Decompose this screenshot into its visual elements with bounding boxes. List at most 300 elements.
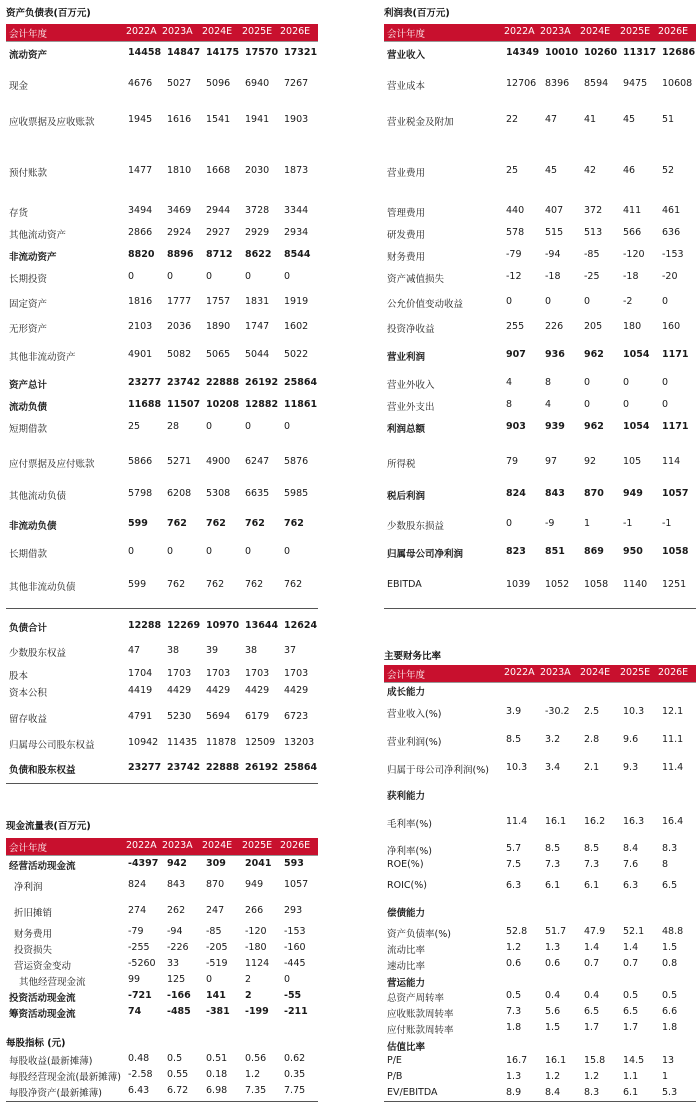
- row-value: 762: [206, 518, 226, 529]
- row-value: 41: [584, 114, 597, 125]
- header-label: 会计年度: [387, 670, 426, 681]
- table-row: [384, 926, 696, 940]
- row-value: 11878: [206, 737, 237, 748]
- row-value: 5985: [284, 488, 309, 499]
- row-label: 筹资活动现金流: [9, 1009, 76, 1020]
- row-label: 应收账款周转率: [387, 1009, 454, 1020]
- row-value: 8594: [584, 78, 609, 89]
- row-value: 52.1: [623, 926, 645, 937]
- row-value: -4397: [128, 858, 159, 869]
- table-row: [6, 668, 318, 682]
- row-value: -166: [167, 990, 191, 1001]
- row-value: 15.8: [584, 1055, 606, 1066]
- row-value: -205: [206, 942, 228, 953]
- row-value: 47: [545, 114, 558, 125]
- table-divider: [384, 1101, 696, 1102]
- row-value: 160: [662, 321, 681, 332]
- cashflow-title: 现金流量表(百万元): [6, 821, 91, 832]
- row-value: -55: [284, 990, 302, 1001]
- row-value: 5044: [245, 349, 270, 360]
- table-row: [384, 1006, 696, 1020]
- row-value: 11507: [167, 399, 201, 410]
- row-value: 22888: [206, 377, 240, 388]
- row-value: 17321: [284, 47, 318, 58]
- row-value: 1816: [128, 296, 153, 307]
- row-value: 0.8: [662, 958, 678, 969]
- header-year: 2023A: [162, 26, 193, 37]
- row-value: 25: [128, 421, 141, 432]
- row-label: 财务费用: [387, 252, 426, 263]
- row-value: 0: [206, 271, 213, 282]
- row-label: 投资损失: [14, 945, 53, 956]
- table-row: [6, 518, 318, 532]
- row-value: 33: [167, 958, 180, 969]
- table-row: [6, 1053, 318, 1067]
- row-value: 8.9: [506, 1087, 522, 1098]
- row-value: 4: [506, 377, 513, 388]
- row-value: 8712: [206, 249, 233, 260]
- row-value: 1477: [128, 165, 153, 176]
- row-value: -153: [662, 249, 684, 260]
- header-year: 2026E: [658, 667, 689, 678]
- table-row: [384, 249, 696, 263]
- row-value: 99: [128, 974, 141, 985]
- table-row: [6, 685, 318, 699]
- row-value: 8.3: [662, 843, 678, 854]
- row-value: 9.3: [623, 762, 639, 773]
- row-value: -25: [584, 271, 600, 282]
- row-value: 1.2: [506, 942, 522, 953]
- row-value: -381: [206, 1006, 230, 1017]
- row-value: 1.4: [623, 942, 639, 953]
- row-value: 2030: [245, 165, 270, 176]
- table-row: [6, 421, 318, 435]
- row-value: 11.4: [662, 762, 684, 773]
- row-value: 0.51: [206, 1053, 228, 1064]
- row-value: 22: [506, 114, 519, 125]
- row-value: 0: [128, 271, 135, 282]
- row-value: 28: [167, 421, 180, 432]
- row-value: 5065: [206, 349, 231, 360]
- row-value: 2.5: [584, 706, 600, 717]
- row-value: 14.5: [623, 1055, 645, 1066]
- row-value: 8.5: [545, 843, 561, 854]
- row-value: 411: [623, 205, 642, 216]
- table-row: [384, 271, 696, 285]
- row-value: 2866: [128, 227, 153, 238]
- row-value: -94: [167, 926, 183, 937]
- table-row: [6, 990, 318, 1004]
- row-label: 财务费用: [14, 929, 53, 940]
- row-label: 应付账款周转率: [387, 1025, 454, 1036]
- table-divider: [384, 608, 696, 609]
- row-value: 5876: [284, 456, 309, 467]
- row-value: 3.9: [506, 706, 522, 717]
- row-value: 22888: [206, 762, 240, 773]
- row-value: -5260: [128, 958, 156, 969]
- row-value: 566: [623, 227, 642, 238]
- table-row: [6, 488, 318, 502]
- row-value: 2103: [128, 321, 153, 332]
- row-value: 1810: [167, 165, 192, 176]
- row-value: 1747: [245, 321, 270, 332]
- row-value: -2: [623, 296, 633, 307]
- header-label: 会计年度: [387, 29, 426, 40]
- table-row: [384, 78, 696, 92]
- row-value: 52: [662, 165, 675, 176]
- row-value: 1.7: [584, 1022, 600, 1033]
- row-value: -18: [545, 271, 561, 282]
- row-value: 114: [662, 456, 681, 467]
- table-row: [384, 579, 696, 593]
- header-year: 2022A: [126, 840, 157, 851]
- table-row: [6, 974, 318, 988]
- row-value: 0: [245, 271, 252, 282]
- row-value: 12288: [128, 620, 162, 631]
- row-label: 公允价值变动收益: [387, 299, 464, 310]
- row-value: 16.7: [506, 1055, 528, 1066]
- row-value: 942: [167, 858, 187, 869]
- row-value: 0: [584, 399, 591, 410]
- row-value: 16.1: [545, 1055, 567, 1066]
- row-label: 毛利率(%): [387, 819, 432, 830]
- row-label: 营业税金及附加: [387, 117, 454, 128]
- row-value: 4429: [245, 685, 270, 696]
- table-row: [6, 926, 318, 940]
- table-row: [6, 762, 318, 776]
- row-value: 8622: [245, 249, 272, 260]
- row-value: 6.3: [506, 880, 522, 891]
- row-value: 824: [128, 879, 147, 890]
- row-value: 1.4: [584, 942, 600, 953]
- table-row: [6, 879, 318, 893]
- row-value: 0.56: [245, 1053, 267, 1064]
- row-value: 1.2: [545, 1071, 561, 1082]
- header-year: 2026E: [658, 26, 689, 37]
- row-value: -120: [245, 926, 267, 937]
- row-value: 0: [245, 546, 252, 557]
- row-value: 372: [584, 205, 603, 216]
- row-value: 6.6: [662, 1006, 678, 1017]
- row-value: 869: [584, 546, 604, 557]
- row-value: 5.7: [506, 843, 522, 854]
- header-year: 2024E: [202, 840, 233, 851]
- row-value: 851: [545, 546, 565, 557]
- row-value: 0.4: [584, 990, 600, 1001]
- table-row: [384, 1055, 696, 1069]
- row-value: 6.72: [167, 1085, 189, 1096]
- row-label: 长期投资: [9, 274, 48, 285]
- row-value: 4: [545, 399, 552, 410]
- row-label: 长期借款: [9, 549, 48, 560]
- row-value: -1: [662, 518, 672, 529]
- row-label: 归属母公司股东权益: [9, 740, 95, 751]
- header-year: 2023A: [540, 667, 571, 678]
- row-value: 5866: [128, 456, 153, 467]
- row-value: 266: [245, 905, 264, 916]
- table-row: [384, 421, 696, 435]
- header-year: 2025E: [242, 26, 273, 37]
- row-value: 3728: [245, 205, 270, 216]
- table-row: [6, 399, 318, 413]
- row-value: 7.75: [284, 1085, 306, 1096]
- table-header: [384, 24, 696, 42]
- row-value: 26192: [245, 762, 279, 773]
- row-value: 515: [545, 227, 564, 238]
- row-value: 6635: [245, 488, 270, 499]
- row-value: 5022: [284, 349, 309, 360]
- row-value: 46: [623, 165, 636, 176]
- row-value: 762: [284, 518, 304, 529]
- income-statement-title: 利润表(百万元): [384, 8, 450, 19]
- row-label: P/E: [387, 1055, 402, 1066]
- row-value: 2041: [245, 858, 272, 869]
- row-label: 所得税: [387, 459, 416, 470]
- row-value: 0.5: [506, 990, 522, 1001]
- row-value: 2924: [167, 227, 192, 238]
- row-value: 1873: [284, 165, 309, 176]
- row-value: 7.5: [506, 859, 522, 870]
- row-value: -94: [545, 249, 561, 260]
- row-value: 1945: [128, 114, 153, 125]
- row-value: 939: [545, 421, 565, 432]
- row-value: -160: [284, 942, 306, 953]
- row-value: 593: [284, 858, 304, 869]
- row-value: 0: [284, 546, 291, 557]
- row-value: -9: [545, 518, 555, 529]
- row-value: 0: [662, 377, 669, 388]
- row-value: 74: [128, 1006, 142, 1017]
- row-value: 247: [206, 905, 225, 916]
- row-value: 6.3: [623, 880, 639, 891]
- ratio-section-title: 获利能力: [387, 791, 426, 802]
- row-label: 税后利润: [387, 491, 426, 502]
- row-value: 7267: [284, 78, 309, 89]
- row-value: 205: [584, 321, 603, 332]
- row-value: 16.2: [584, 816, 606, 827]
- row-value: 1.8: [506, 1022, 522, 1033]
- row-value: 7.6: [623, 859, 639, 870]
- row-value: 0: [584, 377, 591, 388]
- row-label: 其他经营现金流: [19, 977, 86, 988]
- row-value: 262: [167, 905, 186, 916]
- table-row: [6, 620, 318, 634]
- row-value: 6723: [284, 711, 309, 722]
- row-label: 其他非流动负债: [9, 582, 76, 593]
- table-row: [6, 958, 318, 972]
- row-value: 762: [245, 518, 265, 529]
- row-value: 5027: [167, 78, 192, 89]
- row-value: 4429: [167, 685, 192, 696]
- row-label: EV/EBITDA: [387, 1087, 438, 1098]
- row-label: 管理费用: [387, 208, 426, 219]
- row-value: 17570: [245, 47, 279, 58]
- row-label: 资产减值损失: [387, 274, 445, 285]
- row-value: 1941: [245, 114, 270, 125]
- row-value: 1777: [167, 296, 192, 307]
- row-label: 资产负债率(%): [387, 929, 451, 940]
- row-label: 经营活动现金流: [9, 861, 76, 872]
- table-row: [384, 399, 696, 413]
- row-label: P/B: [387, 1071, 403, 1082]
- table-row: [6, 296, 318, 310]
- table-row: [384, 734, 696, 748]
- row-value: -85: [206, 926, 222, 937]
- header-year: 2025E: [620, 667, 651, 678]
- row-value: 0: [506, 518, 513, 529]
- row-value: 0: [167, 546, 174, 557]
- table-header: [6, 838, 318, 856]
- row-label: 营业收入(%): [387, 709, 442, 720]
- table-divider: [6, 783, 318, 784]
- row-value: 1703: [167, 668, 192, 679]
- row-value: 12686: [662, 47, 696, 58]
- row-value: 1171: [662, 421, 689, 432]
- row-value: 5798: [128, 488, 153, 499]
- row-value: 47: [128, 645, 141, 656]
- row-value: 26192: [245, 377, 279, 388]
- row-label: 营业利润: [387, 352, 426, 363]
- row-value: 42: [584, 165, 597, 176]
- row-value: 1.2: [245, 1069, 261, 1080]
- row-value: 1124: [245, 958, 270, 969]
- row-value: 1057: [284, 879, 309, 890]
- table-row: [384, 296, 696, 310]
- table-row: [6, 47, 318, 61]
- row-value: 407: [545, 205, 564, 216]
- row-label: 净利率(%): [387, 846, 432, 857]
- row-value: 45: [545, 165, 558, 176]
- table-row: [6, 942, 318, 956]
- table-row: [384, 859, 696, 873]
- row-value: 3.4: [545, 762, 561, 773]
- row-value: 0.4: [545, 990, 561, 1001]
- row-value: 907: [506, 349, 526, 360]
- row-label: 营业费用: [387, 168, 426, 179]
- row-value: 39: [206, 645, 219, 656]
- row-value: 0: [662, 296, 669, 307]
- balance-sheet-title: 资产负债表(百万元): [6, 8, 91, 19]
- row-value: 8896: [167, 249, 194, 260]
- table-row: [384, 114, 696, 128]
- row-value: 2036: [167, 321, 192, 332]
- table-row: [6, 78, 318, 92]
- row-value: 12.1: [662, 706, 684, 717]
- row-value: 1: [662, 1071, 669, 1082]
- table-row: [384, 816, 696, 830]
- row-value: 1054: [623, 421, 650, 432]
- row-value: 1757: [206, 296, 231, 307]
- row-value: 1541: [206, 114, 231, 125]
- table-row: [384, 456, 696, 470]
- row-value: 12269: [167, 620, 201, 631]
- row-value: 5308: [206, 488, 231, 499]
- row-value: 25: [506, 165, 519, 176]
- row-value: 8.4: [545, 1087, 561, 1098]
- table-row: [6, 271, 318, 285]
- row-value: 45: [623, 114, 636, 125]
- row-label: 预付账款: [9, 168, 48, 179]
- row-value: 5.6: [545, 1006, 561, 1017]
- row-value: 51: [662, 114, 675, 125]
- ratio-section-title: 营运能力: [387, 978, 426, 989]
- row-value: 1703: [284, 668, 309, 679]
- row-label: 营业成本: [387, 81, 426, 92]
- row-value: 11861: [284, 399, 318, 410]
- row-value: 870: [206, 879, 225, 890]
- row-label: 资本公积: [9, 688, 48, 699]
- row-value: 599: [128, 518, 148, 529]
- header-year: 2024E: [580, 667, 611, 678]
- row-value: 0: [584, 296, 591, 307]
- row-value: 47.9: [584, 926, 606, 937]
- row-value: 180: [623, 321, 642, 332]
- row-value: -199: [245, 1006, 269, 1017]
- row-value: -485: [167, 1006, 191, 1017]
- row-value: 2: [245, 974, 252, 985]
- row-value: 52.8: [506, 926, 528, 937]
- row-value: 2.8: [584, 734, 600, 745]
- row-value: 1.3: [545, 942, 561, 953]
- row-value: 843: [167, 879, 186, 890]
- row-value: 1057: [662, 488, 689, 499]
- row-value: 1703: [245, 668, 270, 679]
- table-row: [384, 1071, 696, 1085]
- row-value: 14458: [128, 47, 162, 58]
- table-divider: [6, 608, 318, 609]
- row-label: 无形资产: [9, 324, 48, 335]
- row-value: 1058: [662, 546, 689, 557]
- row-value: 1054: [623, 349, 650, 360]
- ratio-section-title: 成长能力: [387, 687, 426, 698]
- row-value: 309: [206, 858, 226, 869]
- row-value: 2934: [284, 227, 309, 238]
- table-row: [6, 227, 318, 241]
- row-value: 1058: [584, 579, 609, 590]
- row-value: 16.3: [623, 816, 645, 827]
- row-label: 其他流动资产: [9, 230, 67, 241]
- row-label: 负债合计: [9, 623, 48, 634]
- row-value: -721: [128, 990, 152, 1001]
- row-value: 14349: [506, 47, 540, 58]
- row-value: 9475: [623, 78, 648, 89]
- row-value: 949: [623, 488, 643, 499]
- row-value: 8820: [128, 249, 155, 260]
- row-value: 950: [623, 546, 643, 557]
- row-value: 13: [662, 1055, 675, 1066]
- row-value: 762: [284, 579, 303, 590]
- row-value: 0: [206, 421, 213, 432]
- row-value: 48.8: [662, 926, 684, 937]
- row-value: 274: [128, 905, 147, 916]
- row-label: ROE(%): [387, 859, 424, 870]
- row-label: 存货: [9, 208, 29, 219]
- table-row: [6, 905, 318, 919]
- row-value: 1.7: [623, 1022, 639, 1033]
- table-row: [6, 377, 318, 391]
- table-row: [6, 205, 318, 219]
- row-value: 13203: [284, 737, 315, 748]
- row-value: 0: [623, 377, 630, 388]
- table-header: [6, 24, 318, 42]
- row-value: 38: [167, 645, 180, 656]
- row-value: 1919: [284, 296, 309, 307]
- table-row: [6, 546, 318, 560]
- row-label: 营业外收入: [387, 380, 435, 391]
- ratio-section-title: 偿债能力: [387, 908, 426, 919]
- row-value: 1903: [284, 114, 309, 125]
- row-value: 14847: [167, 47, 201, 58]
